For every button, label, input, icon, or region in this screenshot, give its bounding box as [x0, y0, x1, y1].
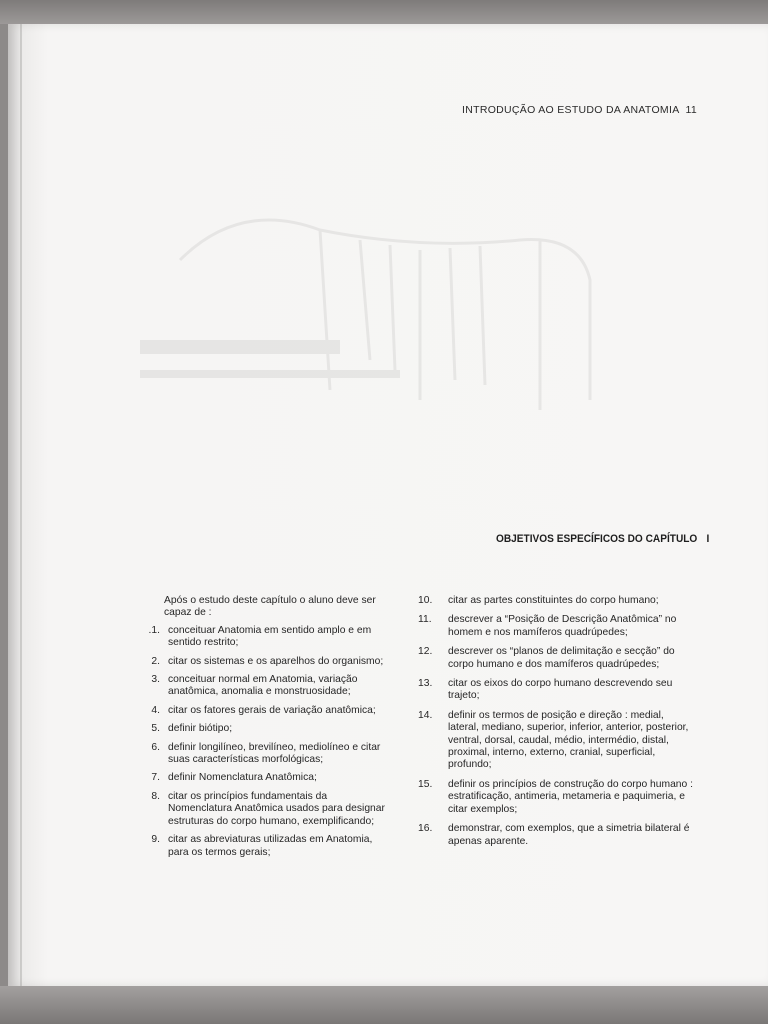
objective-number: 8.: [151, 790, 160, 802]
objective-item: [140, 705, 392, 717]
objective-text: definir biótipo;: [168, 723, 233, 735]
objective-text: descrever os “planos de delimitação e secção” do corpo humano e dos mamíferos quadrúpedes;: [448, 646, 675, 670]
objective-number: 12.: [418, 646, 433, 658]
objective-number: 13.: [418, 678, 433, 690]
objective-text: conceituar normal em Anatomia, variação anatômica, anomalia e monstruosidade;: [168, 674, 358, 698]
objective-text: descrever a “Posição de Descrição Anatômica” no homem e nos mamíferos quadrúpedes;: [448, 614, 677, 638]
objective-item: [140, 791, 392, 828]
objective-text: definir os termos de posição e direção : medial, lateral, mediano, superior, inferior, anterior, posterior, ventral, dorsal, caudal, médio, intermédio, distal, proximal, interno, externo, cranial, superficial, profundo;: [448, 709, 689, 771]
objective-number: 10.: [418, 595, 433, 606]
objective-text: definir os princípios de construção do corpo humano : estratificação, antimeria, metameria e paquimeria, e citar exemplos;: [448, 778, 693, 815]
objectives-column-right: [418, 595, 694, 855]
objective-number: 4.: [151, 704, 160, 716]
objective-text: citar os fatores gerais de variação anatômica;: [168, 704, 376, 716]
objective-item: [418, 646, 694, 671]
section-title: [496, 533, 710, 545]
objective-item: [140, 723, 392, 735]
objective-text: demonstrar, com exemplos, que a simetria bilateral é apenas aparente.: [448, 823, 690, 847]
objectives-column-left: [140, 595, 392, 865]
objective-number: 9.: [151, 834, 160, 846]
section-title-text: OBJETIVOS ESPECÍFICOS DO CAPÍTULO: [496, 533, 698, 545]
running-head-title: INTRODUÇÃO AO ESTUDO DA ANATOMIA: [462, 104, 680, 116]
objective-text: citar os sistemas e os aparelhos do organismo;: [168, 655, 384, 667]
objective-item: [418, 710, 694, 772]
book-spine-shadow: [20, 24, 22, 986]
objective-number: 6.: [151, 741, 160, 753]
show-through-skeleton-illustration: [120, 140, 700, 540]
objective-text: conceituar Anatomia em sentido amplo e em sentido restrito;: [168, 624, 372, 649]
scanner-bottom-edge: [0, 986, 768, 1024]
page-number: 11: [685, 104, 697, 116]
objective-item: [418, 779, 694, 816]
objective-number: 14.: [418, 709, 433, 721]
objective-text: citar os princípios fundamentais da Nomenclatura Anatômica usados para designar estruturas do corpo humano, exemplificando;: [168, 790, 385, 827]
objective-number: 5.: [151, 723, 160, 735]
objective-item: [418, 823, 694, 848]
objective-text: citar as partes constituintes do corpo humano;: [448, 595, 659, 606]
objective-number: 11.: [418, 614, 432, 626]
objective-item: [140, 674, 392, 699]
objective-text: citar as abreviaturas utilizadas em Anatomia, para os termos gerais;: [168, 834, 373, 858]
objective-number: 16.: [418, 823, 433, 835]
objective-item: [140, 834, 392, 859]
objective-item: [418, 678, 694, 703]
objective-item: [418, 614, 694, 639]
objectives-intro: Após o estudo deste capítulo o aluno deve ser capaz de :: [164, 595, 376, 619]
objective-item: [140, 656, 392, 668]
objective-item: [140, 625, 392, 650]
objective-item: [418, 595, 694, 607]
objective-number: .1.: [148, 624, 160, 636]
objective-text: definir Nomenclatura Anatômica;: [168, 772, 317, 784]
objective-item: [140, 772, 392, 784]
objective-text: definir longilíneo, brevilíneo, mediolíneo e citar suas características morfológicas;: [168, 741, 381, 766]
chapter-number: I: [706, 533, 710, 545]
running-head: [462, 104, 697, 116]
objective-number: 2.: [151, 655, 160, 667]
objective-item: [140, 742, 392, 767]
objective-number: 15.: [418, 778, 433, 790]
objective-number: 3.: [151, 674, 160, 686]
objective-number: 7.: [151, 772, 160, 784]
objective-text: citar os eixos do corpo humano descrevendo seu trajeto;: [448, 678, 673, 702]
scanner-top-edge: [0, 0, 768, 24]
